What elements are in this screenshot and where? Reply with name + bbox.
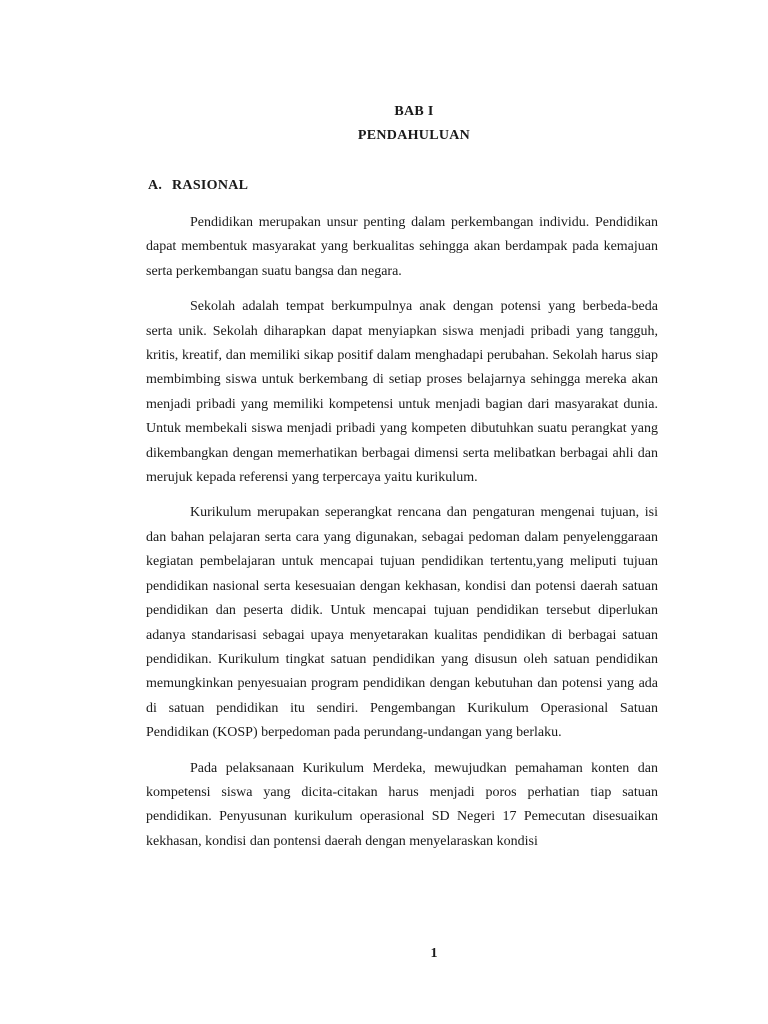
paragraph-kurikulum: Kurikulum merupakan seperangkat rencana dan pengaturan mengenai tujuan, isi dan bahan pelajaran serta cara yang digunakan, sebagai pedoman dalam penyelenggaraan kegiatan pembelajaran untuk mencapai tujuan pendidikan tertentu,yang meliputi tujuan pendidikan nasional serta kesesuaian dengan kekhasan, kondisi dan potensi daerah satuan pendidikan dan peserta didik. Untuk mencapai tujuan pendidikan tersebut diperlukan adanya standarisasi sebagai upaya menyetarakan kualitas pendidikan di berbagai satuan pendidikan. Kurikulum tingkat satuan pendidikan yang disusun oleh satuan pendidikan memungkinkan penyesuaian program pendidikan dengan kebutuhan dan potensi yang ada di satuan pendidikan itu sendiri. Pengembangan Kurikulum Operasional Satuan Pendidikan (KOSP) berpedoman pada perundang-undangan yang berlaku. <box>146 505 658 741</box>
page-number: 1 <box>430 946 438 961</box>
paragraph-sekolah: Sekolah adalah tempat berkumpulnya anak dengan potensi yang berbeda-beda serta unik. Sekolah diharapkan dapat menyiapkan siswa menjadi pribadi yang tangguh, kritis, kreatif, dan memiliki sikap positif dalam menghadapi perubahan. Sekolah harus siap membimbing siswa untuk berkembang di setiap proses belajarnya sehingga mereka akan menjadi pribadi yang memiliki kompetensi untuk menjadi bagian dari masyarakat dunia. Untuk membekali siswa menjadi pribadi yang kompeten dibutuhkan suatu perangkat yang dikembangkan dengan memerhatikan berbagai dimensi serta melibatkan berbagai ahli dan merujuk kepada referensi yang terpercaya yaitu kurikulum. <box>146 299 658 486</box>
paragraph-kurikulum-merdeka: Pada pelaksanaan Kurikulum Merdeka, mewujudkan pemahaman konten dan kompetensi siswa yang dicita-citakan harus menjadi poros perhatian tiap satuan pendidikan. Penyusunan kurikulum operasional SD Negeri 17 Pemecutan disesuaikan kekhasan, kondisi dan pontensi daerah dengan menyelaraskan kondisi <box>146 760 658 849</box>
section-title: RASIONAL <box>172 178 249 193</box>
section-heading <box>148 178 248 194</box>
chapter-title: PENDAHULUAN <box>357 128 471 143</box>
paragraph-pendidikan: Pendidikan merupakan unsur penting dalam perkembangan individu. Pendidikan dapat membentuk masyarakat yang berkualitas sehingga akan berdampak pada kemajuan serta perkembangan suatu bangsa dan negara. <box>146 215 658 279</box>
chapter-number: BAB I <box>394 104 434 119</box>
section-marker: A. <box>148 178 163 193</box>
body-text <box>146 211 658 865</box>
